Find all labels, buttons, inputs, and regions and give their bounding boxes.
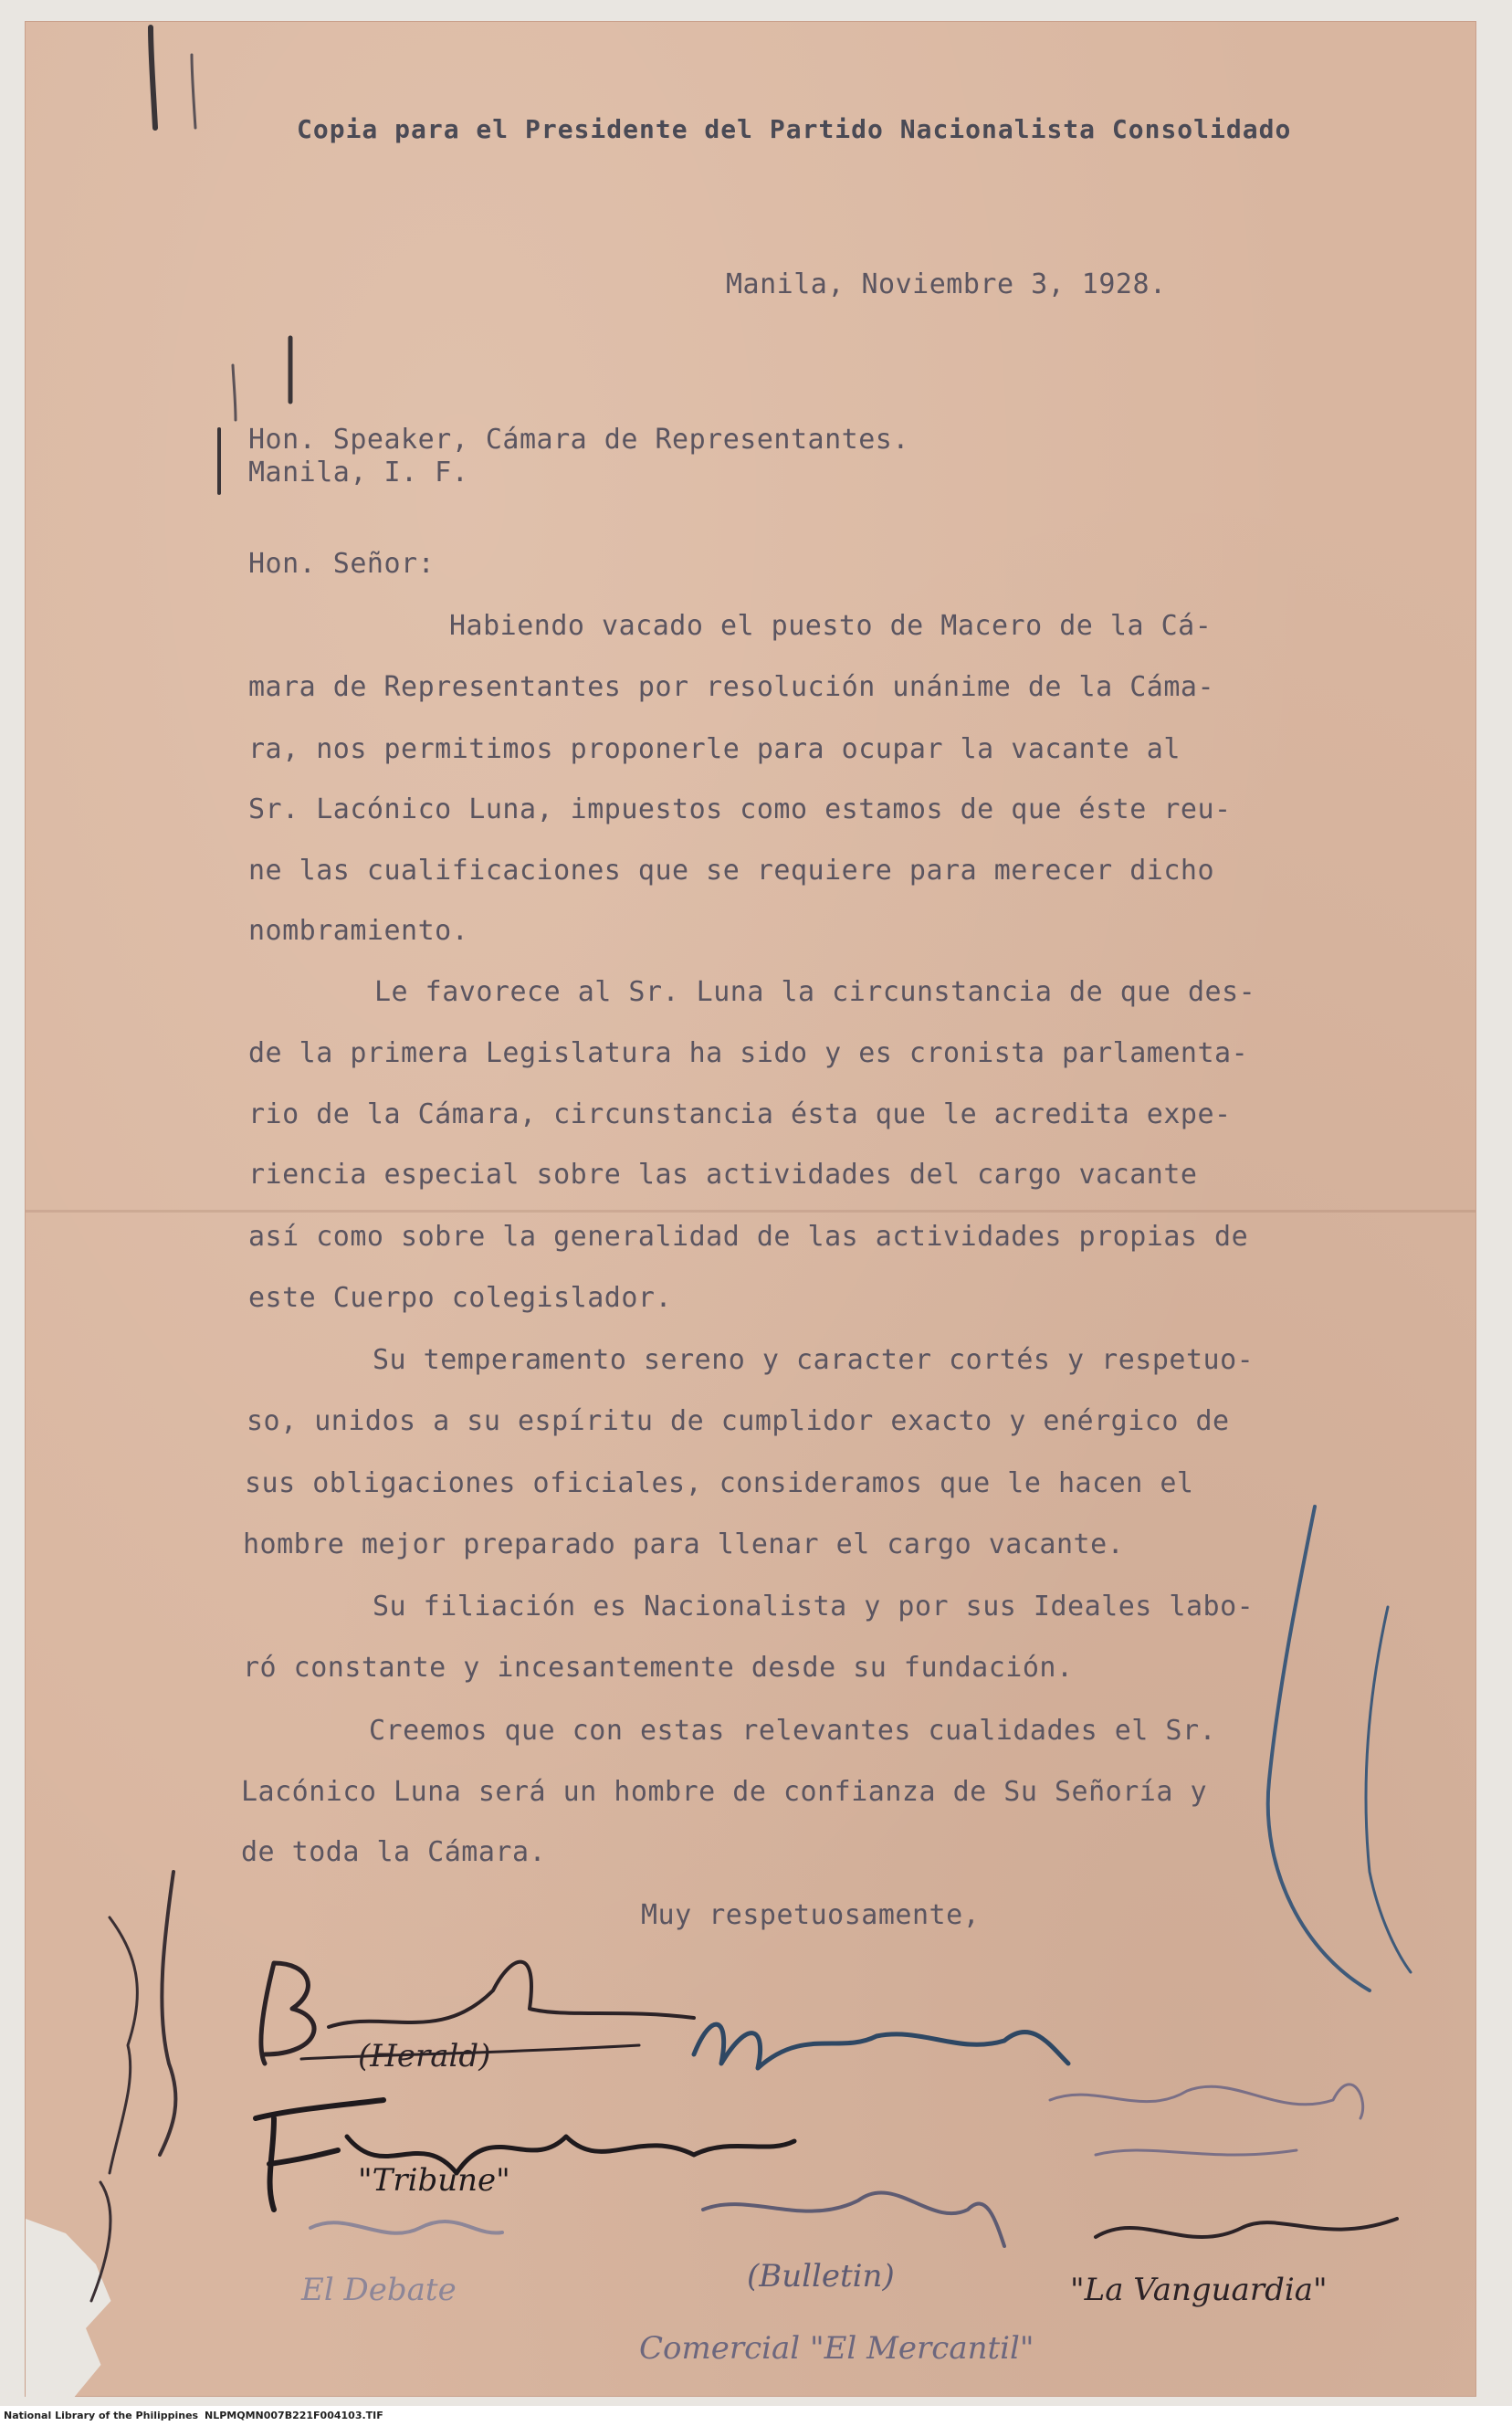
body-line: sus obligaciones oficiales, consideramos que le hacen el — [245, 1467, 1194, 1499]
body-line: de la primera Legislatura ha sido y es cronista parlamenta- — [248, 1037, 1249, 1069]
body-line: hombre mejor preparado para llenar el cargo vacante. — [243, 1528, 1125, 1560]
addressee-line-1: Hon. Speaker, Cámara de Representantes. — [248, 424, 909, 456]
body-line: so, unidos a su espíritu de cumplidor exacto y enérgico de — [247, 1405, 1230, 1437]
closing: Muy respetuosamente, — [641, 1899, 981, 1931]
letter-header: Copia para el Presidente del Partido Nacionalista Consolidado — [297, 114, 1292, 144]
signature-label-el-mercantil: Comercial "El Mercantil" — [639, 2330, 1034, 2367]
body-line: ne las cualificaciones que se requiere para merecer dicho — [248, 855, 1215, 887]
addressee-line-2: Manila, I. F. — [248, 457, 469, 488]
body-line: este Cuerpo colegislador. — [248, 1282, 673, 1314]
body-line: ra, nos permitimos proponerle para ocupar la vacante al — [248, 733, 1181, 765]
body-line: rio de la Cámara, circunstancia ésta que le acredita expe- — [248, 1098, 1232, 1130]
body-line: de toda la Cámara. — [241, 1836, 547, 1868]
signature-label-bulletin: (Bulletin) — [747, 2258, 895, 2295]
letter-date: Manila, Noviembre 3, 1928. — [726, 268, 1167, 300]
body-line: nombramiento. — [248, 915, 469, 947]
body-line: Su temperamento sereno y caracter cortés y respetuo- — [373, 1344, 1255, 1376]
signature-label-tribune: "Tribune" — [358, 2162, 510, 2199]
body-line: riencia especial sobre las actividades del cargo vacante — [248, 1159, 1198, 1191]
salutation: Hon. Señor: — [248, 548, 436, 580]
body-line: Creemos que con estas relevantes cualidades el Sr. — [369, 1715, 1217, 1747]
body-line: ró constante y incesantemente desde su fundación. — [243, 1652, 1074, 1684]
signature-label-herald: (Herald) — [358, 2038, 491, 2074]
body-line: Lacónico Luna será un hombre de confianza de Su Señoría y — [241, 1776, 1208, 1808]
body-line: Su filiación es Nacionalista y por sus Ideales labo- — [373, 1591, 1255, 1623]
body-line: Le favorece al Sr. Luna la circunstancia de que des- — [374, 976, 1256, 1008]
signature-label-el-debate: El Debate — [301, 2272, 457, 2308]
body-line: Habiendo vacado el puesto de Macero de la Cá- — [449, 610, 1213, 642]
body-line: Sr. Lacónico Luna, impuestos como estamos de que éste reu- — [248, 793, 1232, 825]
body-line: mara de Representantes por resolución unánime de la Cáma- — [248, 671, 1215, 703]
footer-file-id: NLPMQMN007B221F004103.TIF — [205, 2410, 383, 2421]
body-line: así como sobre la generalidad de las actividades propias de — [248, 1221, 1249, 1253]
footer-institution: National Library of the Philippines — [4, 2410, 199, 2421]
signature-label-la-vanguardia: "La Vanguardia" — [1070, 2272, 1328, 2308]
